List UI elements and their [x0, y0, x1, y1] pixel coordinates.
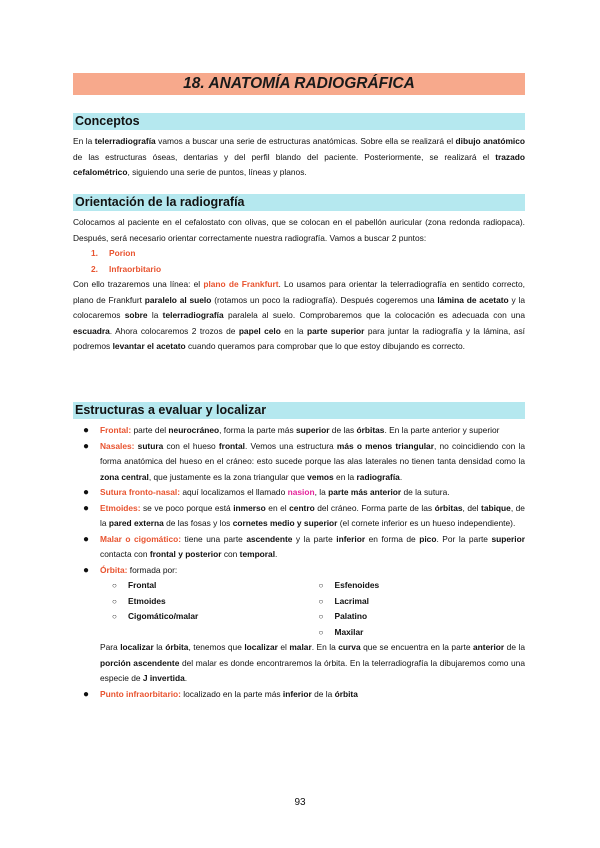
- estructuras-list: [73, 423, 525, 702]
- page-number: 93: [294, 797, 306, 808]
- list-item-nasales: ● Nasales: sutura con el hueso frontal. Vemos una estructura más o menos triangular, no coincidiendo con la forma anatómica del hueso en el cráneo: esto sucede porque las alas laterales no tienen tanta densidad como la zona central, que justamente es la zona triangular que vemos en la radiografía.: [83, 440, 525, 482]
- section-orientacion: [73, 194, 525, 355]
- list-item: ○ Etmoides: [112, 595, 166, 606]
- list-item: ○ Lacrimal: [318, 595, 369, 606]
- section-estructuras: [73, 402, 525, 702]
- puntos-list: [73, 246, 525, 277]
- heading-estructuras: Estructuras a evaluar y localizar: [73, 402, 525, 419]
- list-item: ○ Maxilar: [318, 626, 364, 637]
- conceptos-paragraph: En la telerradiografía vamos a buscar una serie de estructuras anatómicas. Sobre ella se realizará el dibujo anatómico de las estructuras óseas, dentarias y del perfil blando del paciente. Posteriormente, se realizará el trazado cefalométrico, siguiendo una serie de puntos, líneas y planos.: [73, 136, 525, 177]
- list-item: ○ Esfenoides: [318, 580, 380, 590]
- orbita-bones: [100, 578, 525, 640]
- list-item-frontal: ● Frontal: parte del neurocráneo, forma la parte más superior de las órbitas. En la parte anterior y superior: [83, 425, 500, 436]
- list-item-etmoides: ● Etmoides: se ve poco porque está inmerso en el centro del cráneo. Forma parte de las órbitas, del tabique, de la pared externa de las fosas y los cornetes medio y superior (el cornete inferior es un hueso independiente).: [83, 502, 525, 528]
- orbita-bones-right: [319, 578, 526, 640]
- heading-conceptos: Conceptos: [73, 113, 525, 130]
- orbita-bones-left: [112, 578, 319, 640]
- orbita-paragraph: Para localizar la órbita, tenemos que localizar el malar. En la curva que se encuentra en la parte anterior de la porción ascendente del malar es donde encontraremos la órbita. En la telerradiografía la dibujaremos como una especie de J invertida.: [100, 642, 525, 683]
- page-title: 18. ANATOMÍA RADIOGRÁFICA: [73, 73, 525, 95]
- list-item: ○ Palatino: [318, 611, 368, 621]
- list-item: ○ Cigomático/malar: [112, 611, 199, 621]
- list-item: 1. Porion: [91, 248, 136, 258]
- list-item-sutura: ● Sutura fronto-nasal: aquí localizamos el llamado nasion, la parte más anterior de la sutura.: [83, 487, 450, 498]
- list-item: ○ Frontal: [112, 580, 157, 590]
- list-item: 2. Infraorbitario: [91, 263, 162, 274]
- list-item-punto-infraorbitario: ● Punto infraorbitario: localizado en la parte más inferior de la órbita: [83, 688, 358, 700]
- orientacion-paragraph-1: Colocamos al paciente en el cefalostato con olivas, que se colocan en el pabellón auricular (zona redonda radiopaca). Después, será necesario orientar correctamente nuestra radiografía. Vamos a buscar 2 puntos:: [73, 217, 525, 243]
- orientacion-paragraph-2: Con ello trazaremos una línea: el plano de Frankfurt. Lo usamos para orientar la telerradiografía en sentido correcto, plano de Frankfurt paralelo al suelo (rotamos un poco la radiografía). Después cogeremos una lámina de acetato y la colocaremos sobre la telerradiografía paralela al suelo. Comprobaremos que la colocación es adecuada con una escuadra. Ahora colocaremos 2 trozos de papel celo en la parte superior para juntar la radiografía y la lámina, así podremos levantar el acetato cuando queramos para comprobar que lo que estoy dibujando es correcto.: [73, 279, 525, 351]
- section-conceptos: [73, 113, 525, 181]
- list-item-malar: ● Malar o cigomático: tiene una parte ascendente y la parte inferior en forma de pico. Por la parte superior contacta con frontal y posterior con temporal.: [83, 533, 525, 559]
- heading-orientacion: Orientación de la radiografía: [73, 194, 525, 211]
- list-item-orbita: ● Órbita: formada por: ○ Frontal ○ Etmoides ○ Cigomático/malar ○ Esfenoides ○ Lacrimal ○ Palatino ○ Maxilar Para localizar la órbita, tenemos que localizar el malar. En la curva que se encuentra en la parte anterior de la porción ascendente del malar es donde encontraremos la órbita. En la telerradiografía la dibujaremos como una especie de J invertida.: [73, 563, 525, 687]
